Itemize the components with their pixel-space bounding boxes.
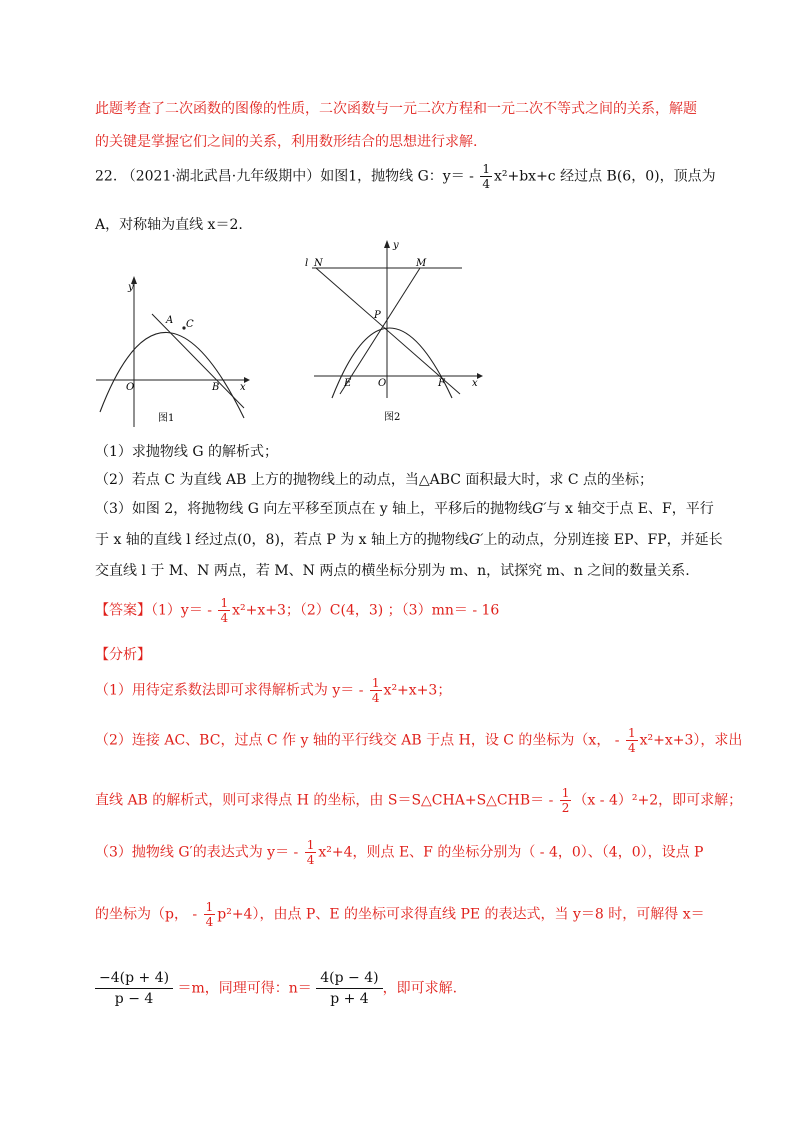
fraction-n: $\frac{4(p - 4)}{p + 4}$	[316, 968, 382, 1009]
question-3-line-2: 于 x 轴的直线 l 经过点(0，8)，若点 P 为 x 轴上方的抛物线G′上的动点，分别连接 EP、FP，并延长	[95, 532, 723, 548]
figure-2-label-n: N	[314, 258, 323, 269]
fraction-1-4: $\frac{1}{4}$	[306, 838, 315, 867]
g-prime-symbol: G′	[532, 501, 547, 517]
problem-stem-line-2: A，对称轴为直线 x＝2.	[95, 217, 243, 233]
figure-1-caption: 图1	[158, 413, 175, 424]
figure-1-label-a: A	[166, 315, 174, 326]
figure-1-label-y: y	[128, 282, 134, 293]
figure-1-line-ab	[152, 314, 244, 408]
figure-2	[302, 236, 492, 426]
figure-2-line-ep	[340, 268, 420, 394]
figure-2-caption: 图2	[384, 412, 401, 423]
fraction-1-4: $\frac{1}{4}$	[220, 596, 229, 625]
figure-1-label-o: O	[126, 382, 135, 393]
answer-label: 【答案】	[95, 602, 151, 619]
figure-2-line-fp	[316, 268, 460, 394]
stem-part-a: 如图1，抛物线 G：y＝ -	[320, 168, 474, 185]
analysis-2-line-1: （2）连接 AC、BC，过点 C 作 y 轴的平行线交 AB 于点 H，设 C 的坐标为（x， - $\frac{1}{4}$ x²+x+3），求出	[95, 726, 743, 755]
figure-2-label-y: y	[393, 240, 399, 251]
analysis-1: （1）用待定系数法即可求得解析式为 y＝ - $\frac{1}{4}$ x²+x+3；	[95, 676, 452, 705]
figure-2-x-arrow	[477, 373, 483, 379]
figure-2-label-l: l	[305, 258, 309, 269]
figure-1	[92, 272, 252, 432]
question-2: （2）若点 C 为直线 AB 上方的抛物线上的动点，当△ABC 面积最大时，求 C 点的坐标；	[95, 472, 654, 488]
fraction-1-4: $\frac{1}{4}$	[371, 676, 380, 705]
figure-2-label-f: F	[438, 378, 445, 389]
g-prime-symbol: G′	[469, 532, 484, 548]
analysis-3-line-1: （3）抛物线 G′的表达式为 y＝ - $\frac{1}{4}$ x²+4，则点 E、F 的坐标分别为（ - 4，0）、（4，0），设点 P	[95, 838, 704, 867]
figure-1-parabola	[100, 332, 244, 418]
answer-line: 【答案】（1）y＝ - $\frac{1}{4}$ x²+x+3；（2）C(4，3) ；（3）mn＝ - 16	[95, 596, 500, 625]
figure-2-label-x: x	[472, 378, 478, 389]
figure-1-label-b: B	[212, 382, 220, 393]
intro-line-1: 此题考查了二次函数的图像的性质，二次函数与一元二次方程和一元二次不等式之间的关系，解题	[95, 101, 697, 117]
analysis-3-line-3: $\frac{-4(p + 4)}{p - 4}$ ＝m，同理可得：n＝ $\frac{4(p - 4)}{p + 4}$ ，即可求解.	[95, 968, 457, 1009]
figure-2-label-o: O	[378, 378, 387, 389]
fraction-m: $\frac{-4(p + 4)}{p - 4}$	[95, 968, 173, 1009]
figure-2-label-m: M	[416, 258, 427, 269]
question-3-line-1: （3）如图 2，将抛物线 G 向左平移至顶点在 y 轴上，平移后的抛物线G′与 x 轴交于点 E、F，平行	[95, 501, 714, 517]
problem-number: 22.	[95, 168, 118, 185]
figure-1-label-x: x	[240, 382, 246, 393]
fraction-1-2: $\frac{1}{2}$	[561, 786, 570, 815]
figure-1-label-c: C	[186, 319, 194, 330]
fraction-1-4: $\frac{1}{4}$	[205, 900, 214, 929]
problem-stem	[95, 162, 716, 191]
analysis-3-line-2: 的坐标为（p， - $\frac{1}{4}$ p²+4），由点 P、E 的坐标可求得直线 PE 的表达式，当 y＝8 时，可解得 x＝	[95, 900, 705, 929]
fraction-1-4: $\frac{1}{4}$	[482, 162, 490, 191]
fraction-1-4: $\frac{1}{4}$	[627, 726, 636, 755]
figure-2-y-arrow	[384, 240, 390, 248]
question-1: （1）求抛物线 G 的解析式；	[95, 444, 278, 460]
intro-line-2: 的关键是掌握它们之间的关系，利用数形结合的思想进行求解.	[95, 134, 478, 150]
figure-2-label-p: P	[374, 310, 381, 321]
figure-2-label-e: E	[344, 378, 352, 389]
analysis-2-line-2: 直线 AB 的解析式，则可求得点 H 的坐标，由 S＝S△CHA+S△CHB＝ - $\frac{1}{2}$ （x - 4）²+2，即可求解；	[95, 786, 743, 815]
question-3-line-3: 交直线 l 于 M、N 两点，若 M、N 两点的横坐标分别为 m、n，试探究 m、n 之间的数量关系.	[95, 563, 690, 579]
analysis-label: 【分析】	[95, 647, 151, 663]
stem-part-b: x²+bx+c 经过点 B(6，0)，顶点为	[493, 168, 716, 185]
problem-source: （2021·湖北武昌·九年级期中）	[121, 168, 321, 185]
